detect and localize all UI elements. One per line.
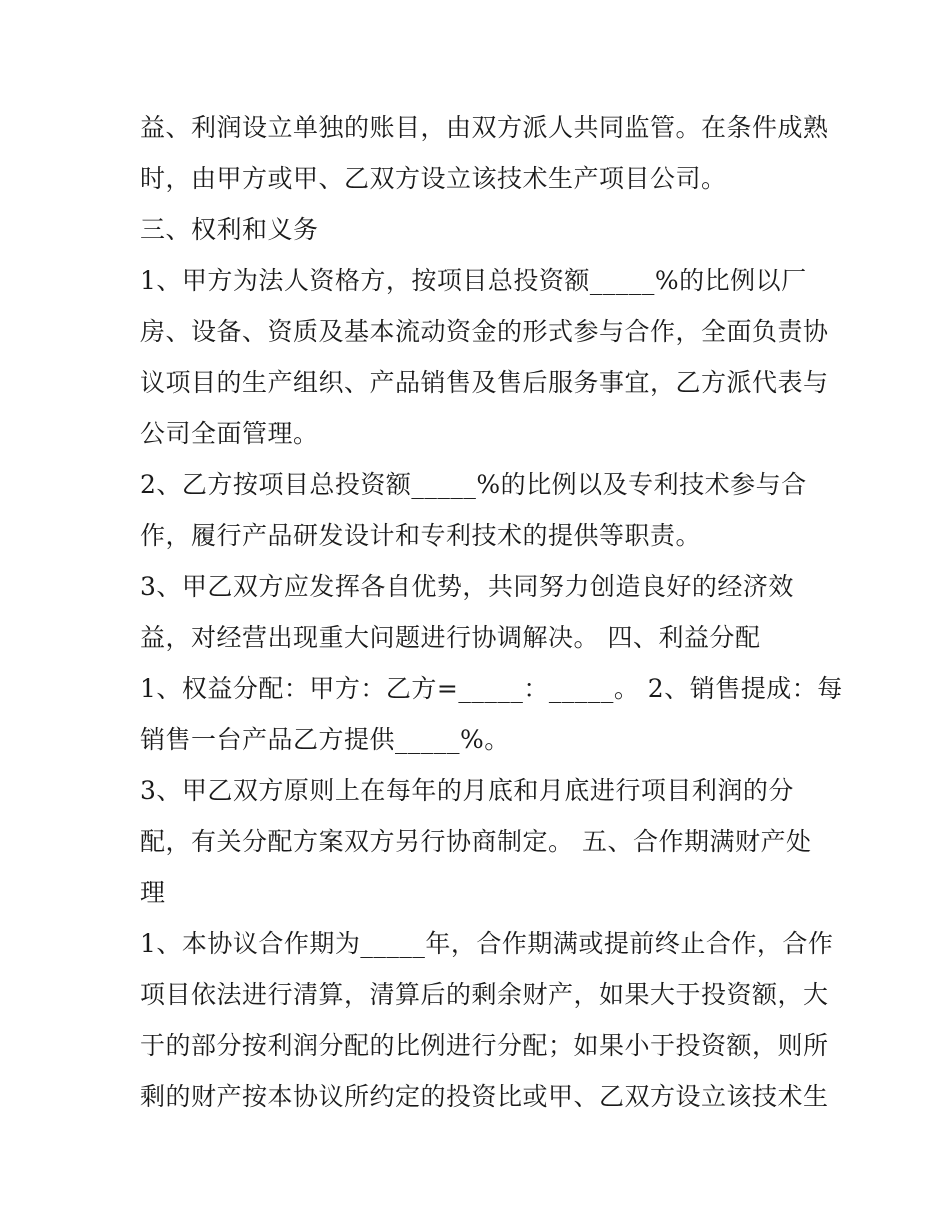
text-line: 销售一台产品乙方提供_____%。 (140, 725, 510, 754)
section-heading: 三、权利和义务 (140, 215, 319, 244)
text-line: 作，履行产品研发设计和专利技术的提供等职责。 (140, 521, 702, 550)
text-line: 项目依法进行清算，清算后的剩余财产，如果大于投资额，大 (140, 980, 829, 1009)
text-line: 议项目的生产组织、产品销售及售后服务事宜，乙方派代表与 (140, 368, 829, 397)
text-line: 2、乙方按项目总投资额_____%的比例以及专利技术参与合 (140, 470, 807, 499)
text-line: 于的部分按利润分配的比例进行分配；如果小于投资额，则所 (140, 1031, 829, 1060)
text-line: 配，有关分配方案双方另行协商制定。 五、合作期满财产处 (140, 827, 812, 856)
text-line: 理 (140, 878, 166, 907)
text-line: 3、甲乙双方应发挥各自优势，共同努力创造良好的经济效 (140, 572, 794, 601)
text-line: 房、设备、资质及基本流动资金的形式参与合作，全面负责协 (140, 317, 829, 346)
text-line: 1、甲方为法人资格方，按项目总投资额_____%的比例以厂 (140, 266, 807, 295)
text-line: 益，对经营出现重大问题进行协调解决。 四、利益分配 (140, 623, 761, 652)
text-line: 时，由甲方或甲、乙双方设立该技术生产项目公司。 (140, 164, 727, 193)
text-line: 公司全面管理。 (140, 419, 319, 448)
text-line: 3、甲乙双方原则上在每年的月底和月底进行项目利润的分 (140, 776, 794, 805)
text-line: 1、本协议合作期为_____年，合作期满或提前终止合作，合作 (140, 929, 834, 958)
text-line: 益、利润设立单独的账目，由双方派人共同监管。在条件成熟 (140, 113, 829, 142)
text-line: 剩的财产按本协议所约定的投资比或甲、乙双方设立该技术生 (140, 1082, 829, 1111)
text-line: 1、权益分配：甲方：乙方=_____：_____。 2、销售提成：每 (140, 674, 843, 703)
